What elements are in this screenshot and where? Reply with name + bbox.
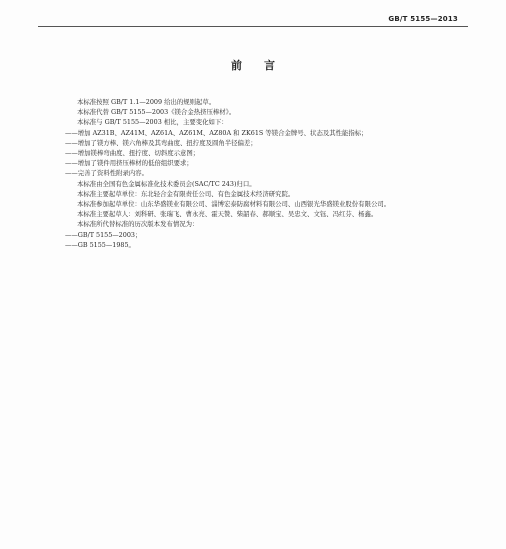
history-item-1985: ——GB 5155—1985。	[65, 240, 135, 249]
paragraph-history-intro: 本标准所代替标准的历次版本发布情况为：	[77, 220, 199, 229]
change-item-macrostructure: ——增加了镁件用挤压棒材的低倍组织要求；	[65, 159, 193, 168]
paragraph-main-drafters: 本标准主要起草人：刘科研、张瑞飞、曹永亮、霍天赞、柴韶春、郝顺宝、吴忠文、文钰、冯红芬、杨鑫。	[77, 210, 378, 219]
page-title: 前言	[231, 59, 297, 72]
paragraph-drafting-rules: 本标准按照 GB/T 1.1—2009 给出的规则起草。	[77, 98, 216, 106]
paragraph-participating-orgs: 本标准参加起草单位：山东华盛镁业有限公司、淄博宏泰防腐材料有限公司、山西银光华盛镁业股份有限公司。	[77, 200, 391, 209]
paragraph-administered-by: 本标准由全国有色金属标准化技术委员会(SAC/TC 243)归口。	[77, 179, 256, 188]
paragraph-replaces: 本标准代替 GB/T 5155—2003《镁合金热挤压棒材》。	[77, 108, 236, 117]
history-item-2003: ——GB/T 5155—2003；	[65, 230, 142, 239]
standard-code: GB/T 5155—2013	[388, 15, 458, 23]
change-item-square-hex-bars: ——增加了镁方棒、镁六角棒及其弯曲度、扭拧度及圆角半径偏差；	[65, 138, 257, 147]
paragraph-main-drafters-org: 本标准主要起草单位：东北轻合金有限责任公司、有色金属技术经济研究院。	[77, 189, 295, 198]
change-item-appendix: ——完善了资料性附录内容。	[65, 169, 149, 178]
header-rule	[38, 26, 468, 27]
foreword-body	[65, 97, 467, 250]
paragraph-changes-intro: 本标准与 GB/T 5155—2003 相比，主要变化如下：	[77, 118, 228, 127]
change-item-alloy-grades: ——增加 AZ31B、AZ41M、AZ61A、AZ61M、AZ80A 和 ZK61S 等镁合金牌号、状态及其性能指标；	[65, 128, 368, 137]
change-item-diagrams: ——增加镁棒弯曲度、扭拧度、切斜度示意图；	[65, 149, 200, 158]
